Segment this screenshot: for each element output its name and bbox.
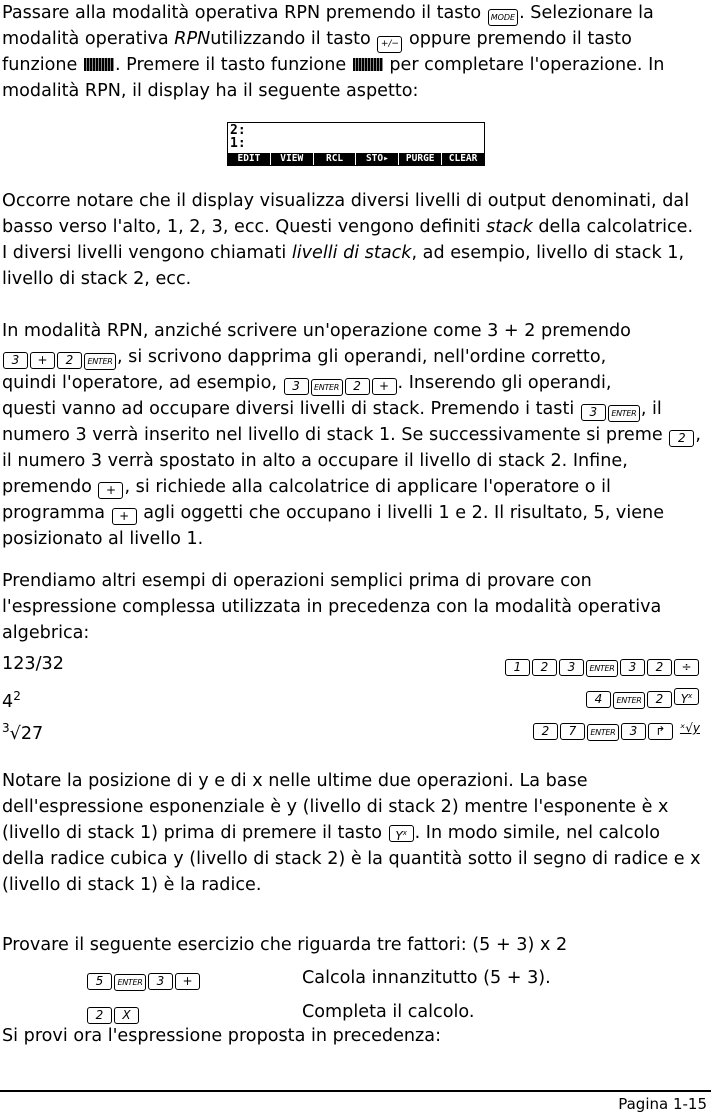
menu-clear: CLEAR — [442, 153, 484, 165]
text: l'espressione complessa utilizzata in precedenza con la modalità operativa — [2, 597, 662, 617]
key-2-icon: 2 — [532, 659, 557, 676]
text: basso verso l'alto, 1, 2, 3, ecc. Questi vengono definiti — [2, 217, 487, 237]
key-2-icon: 2 — [87, 1007, 112, 1024]
text: In modalità RPN, anziché scrivere un'operazione come 3 + 2 premendo — [2, 321, 631, 341]
intro-line-3 — [2, 52, 708, 78]
text: livello di stack 2, ecc. — [2, 269, 192, 289]
notes-para-line-4 — [2, 846, 708, 872]
key-2-icon: 2 — [345, 378, 370, 395]
right-shift-key-icon: ↱ — [648, 723, 673, 740]
keystrokes — [532, 715, 700, 741]
step-description: Calcola innanzitutto (5 + 3). — [302, 968, 551, 988]
menu-rcl: RCL — [314, 153, 356, 165]
text: della calcolatrice. — [532, 217, 694, 237]
menu-view: VIEW — [271, 153, 313, 165]
choose-softkey-icon — [84, 58, 114, 71]
text: Occorre notare che il display visualizza diversi livelli di output denominati, dal — [2, 191, 690, 211]
text: , si scrivono dapprima gli operandi, nell'ordine corretto, — [117, 347, 607, 367]
key-enter-icon: ENTER — [613, 692, 645, 709]
example-row-power — [0, 683, 706, 712]
stack-level-2: 2: — [230, 123, 246, 138]
text-italic: livelli di stack — [291, 243, 412, 263]
menu-edit: EDIT — [228, 153, 270, 165]
text: . Selezionare la — [519, 3, 654, 23]
text: I diversi livelli vengono chiamati — [2, 243, 292, 263]
rpn-para-line-7 — [2, 474, 708, 500]
intro-line-2 — [2, 26, 708, 53]
text-italic: stack — [486, 217, 533, 237]
stack-para-line-3 — [2, 240, 708, 266]
exercise-line-1 — [2, 932, 708, 958]
stack-level-1: 1: — [230, 136, 246, 151]
key-multiply-icon: X — [114, 1007, 139, 1024]
exercise-step-1 — [0, 965, 706, 991]
exercise-line-2 — [2, 1023, 708, 1049]
key-2-icon: 2 — [57, 352, 82, 369]
expression — [2, 715, 43, 747]
examples-para-line-2 — [2, 594, 708, 620]
rpn-para-line-6 — [2, 448, 708, 474]
chs-key-icon: +/− — [377, 36, 402, 53]
key-7-icon: 7 — [560, 723, 585, 740]
text: agli oggetti che occupano i livelli 1 e 2. Il risultato, 5, viene — [137, 503, 665, 523]
text: . In modo simile, nel calcolo — [414, 823, 661, 843]
text: Provare il seguente esercizio che riguarda tre fattori: (5 + 3) x 2 — [2, 935, 568, 955]
text: , ad esempio, livello di stack 1, — [411, 243, 685, 263]
notes-para-line-1 — [2, 768, 708, 794]
keystrokes — [504, 651, 700, 677]
text: . Inserendo gli operandi, — [397, 373, 612, 393]
notes-para-line-3 — [2, 820, 708, 846]
notes-para-line-2 — [2, 794, 708, 820]
rpn-para-line-9 — [2, 526, 708, 552]
base: 4 — [2, 692, 14, 712]
keystrokes — [86, 965, 201, 991]
stack-para-line-2 — [2, 214, 708, 240]
text: della radice cubica y (livello di stack 2) è la quantità sotto il segno di radice e x — [2, 849, 701, 869]
menu-sto: STO▸ — [356, 153, 398, 165]
key-3-icon: 3 — [284, 378, 309, 395]
key-yx-icon — [674, 688, 699, 705]
ok-softkey-icon — [353, 58, 383, 71]
key-enter-icon: ENTER — [114, 974, 146, 991]
key-3-icon: 3 — [620, 659, 645, 676]
key-plus-icon: + — [175, 973, 200, 990]
rpn-para-line-4 — [2, 396, 708, 422]
page-number: Pagina 1-15 — [618, 1095, 707, 1113]
text: Prendiamo altri esempi di operazioni semplici prima di provare con — [2, 571, 592, 591]
text: algebrica: — [2, 623, 90, 643]
rpn-para-line-2 — [2, 344, 708, 370]
rpn-para-line-5 — [2, 422, 708, 448]
text: Notare la posizione di y e di x nelle ultime due operazioni. La base — [2, 771, 588, 791]
example-row-division — [0, 651, 706, 677]
label: Y — [680, 692, 689, 706]
stack-para-line-1 — [2, 188, 708, 214]
key-4-icon: 4 — [586, 691, 611, 708]
expression — [2, 683, 21, 715]
calculator-display — [227, 122, 485, 166]
text: modalità RPN, il display ha il seguente aspetto: — [2, 81, 419, 101]
mode-key-icon: MODE — [488, 9, 518, 26]
text: utilizzando il tasto — [210, 29, 377, 49]
key-enter-icon: ENTER — [608, 405, 640, 422]
text: programma — [2, 503, 111, 523]
text: questi vanno ad occupare diversi livelli di stack. Premendo i tasti — [2, 399, 580, 419]
rpn-para-line-1 — [2, 318, 708, 344]
key-3-icon: 3 — [559, 659, 584, 676]
text: quindi l'operatore, ad esempio, — [2, 373, 283, 393]
key-2-icon: 2 — [647, 691, 672, 708]
key-divide-icon: ÷ — [674, 659, 699, 676]
radicand: √27 — [9, 724, 44, 744]
rpn-para-line-3 — [2, 370, 708, 396]
text: (livello di stack 1) è la radice. — [2, 875, 262, 895]
stack-para-line-4 — [2, 266, 708, 292]
text: funzione — [2, 55, 83, 75]
key-enter-icon: ENTER — [586, 660, 618, 677]
key-2-icon: 2 — [669, 430, 694, 447]
key-2-icon: 2 — [533, 723, 558, 740]
text: dell'espressione esponenziale è y (livello di stack 2) mentre l'esponente è x — [2, 797, 669, 817]
key-plus-icon: + — [112, 508, 137, 525]
key-3-icon: 3 — [3, 352, 28, 369]
text: , — [695, 425, 701, 445]
text: Si provi ora l'espressione proposta in precedenza: — [2, 1026, 442, 1046]
key-3-icon: 3 — [581, 404, 606, 421]
keystrokes — [585, 683, 700, 709]
key-plus-icon: + — [372, 378, 397, 395]
text: il numero 3 verrà spostato in alto a occupare il livello di stack 2. Infine, — [2, 451, 628, 471]
key-enter-icon: ENTER — [84, 353, 116, 370]
softkey-menu — [228, 153, 484, 165]
text: posizionato al livello 1. — [2, 529, 204, 549]
text: per completare l'operazione. In — [383, 55, 665, 75]
menu-purge: PURGE — [399, 153, 441, 165]
text: (livello di stack 1) prima di premere il tasto — [2, 823, 388, 843]
key-plus-icon: + — [98, 482, 123, 499]
example-row-root — [0, 715, 706, 744]
step-description: Completa il calcolo. — [302, 1002, 475, 1022]
xroot-function-icon: ˣ√y — [679, 721, 700, 735]
exercise-step-2 — [0, 999, 706, 1025]
examples-para-line-1 — [2, 568, 708, 594]
text: oppure premendo il tasto — [403, 29, 632, 49]
expression: 123/32 — [2, 654, 64, 674]
key-5-icon: 5 — [87, 973, 112, 990]
label-sup: x — [688, 692, 693, 700]
keystrokes — [86, 999, 140, 1025]
examples-para-line-3 — [2, 620, 708, 646]
notes-para-line-5 — [2, 872, 708, 898]
key-3-icon: 3 — [621, 723, 646, 740]
intro-line-4 — [2, 78, 708, 104]
text: modalità operativa — [2, 29, 175, 49]
root-index: 3 — [2, 721, 10, 735]
exponent: 2 — [13, 689, 21, 703]
text: , si richiede alla calcolatrice di applicare l'operatore o il — [124, 477, 611, 497]
intro-line-1 — [2, 0, 708, 26]
rpn-para-line-8 — [2, 500, 708, 526]
key-2-icon: 2 — [647, 659, 672, 676]
key-plus-icon: + — [30, 352, 55, 369]
text: . Premere il tasto funzione — [114, 55, 352, 75]
key-yx-icon — [389, 825, 414, 842]
key-enter-icon: ENTER — [587, 724, 619, 741]
footer-rule — [0, 1090, 711, 1092]
text: Passare alla modalità operativa RPN premendo il tasto — [2, 3, 487, 23]
text: , il — [640, 399, 662, 419]
label-sup: x — [402, 829, 407, 837]
label: Y — [395, 829, 403, 843]
text-italic: RPN — [174, 29, 211, 49]
text: numero 3 verrà inserito nel livello di stack 1. Se successivamente si preme — [2, 425, 669, 445]
key-3-icon: 3 — [148, 973, 173, 990]
key-enter-icon: ENTER — [311, 379, 343, 396]
key-1-icon: 1 — [505, 659, 530, 676]
text: premendo — [2, 477, 98, 497]
